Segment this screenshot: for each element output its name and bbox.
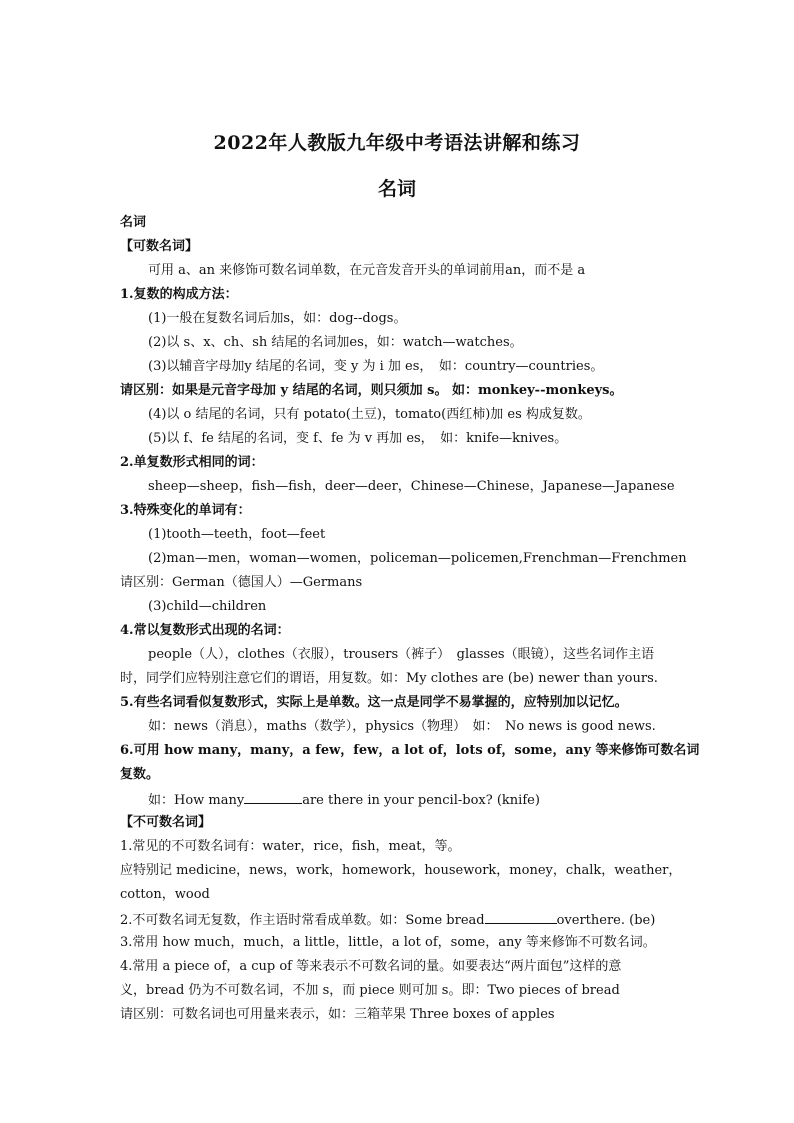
- document-subtitle: 名词: [377, 178, 416, 200]
- text-line: 可用 a、an 来修饰可数名词单数，在元音发音开头的单词前用an，而不是 a: [148, 263, 586, 278]
- subheading-look-plural: 5.有些名词看似复数形式，实际上是单数。这一点是同学不易掌握的，应特别加以记忆。: [120, 695, 628, 710]
- section-heading-noun: 名词: [120, 215, 147, 230]
- subheading-same-form: 2.单复数形式相同的词：: [120, 455, 264, 470]
- section-heading-uncountable: 【不可数名词】: [120, 815, 212, 830]
- text-line: (1)tooth—teeth，foot—feet: [148, 527, 326, 542]
- text-line: 如：news（消息），maths（数学），physics（物理） 如： No news is good news.: [148, 719, 656, 734]
- section-heading-countable: 【可数名词】: [120, 239, 199, 254]
- text-line: (5)以 f、fe 结尾的名词，变 f、fe 为 v 再加 es， 如：knife—knives。: [148, 431, 568, 446]
- text-line: (3)以辅音字母加y 结尾的名词，变 y 为 i 加 es， 如：country—countries。: [148, 359, 604, 374]
- text-line: 时，同学们应特别注意它们的谓语，用复数。如：My clothes are (be) newer than yours.: [120, 671, 658, 686]
- exercise-prefix: 2.不可数名词无复数，作主语时常看成单数。如：Some bread: [120, 913, 485, 928]
- text-line: 应特别记 medicine，news，work，homework，housework，money，chalk，weather，: [120, 863, 682, 878]
- exercise-line: [148, 791, 708, 809]
- answer-blank[interactable]: [244, 791, 302, 804]
- answer-blank[interactable]: [485, 911, 557, 924]
- text-line: (2)以 s、x、ch、sh 结尾的名词加es，如：watch—watches。: [148, 335, 523, 350]
- subheading-quantifiers: 6.可用 how many，many，a few，few，a lot of，lots of，some，any 等来修饰可数名词: [120, 743, 700, 758]
- note-line: 请区别：可数名词也可用量来表示，如：三箱苹果 Three boxes of apples: [120, 1007, 555, 1022]
- document-title: 2022年人教版九年级中考语法讲解和练习: [213, 132, 581, 154]
- text-line: (4)以 o 结尾的名词，只有 potato(土豆)，tomato(西红柿)加 es 构成复数。: [148, 407, 591, 422]
- text-line: cotton，wood: [120, 887, 210, 902]
- note-line: 请区别：German（德国人）—Germans: [120, 575, 363, 590]
- exercise-line: [120, 911, 680, 929]
- subheading-irregular: 3.特殊变化的单词有：: [120, 503, 251, 518]
- exercise-suffix: overthere. (be): [556, 913, 656, 928]
- subheading-plural-only: 4.常以复数形式出现的名词：: [120, 623, 290, 638]
- note-line: 请区别：如果是元音字母加 y 结尾的名词，则只须加 s。 如：monkey--monkeys。: [120, 383, 623, 398]
- text-line: 4.常用 a piece of，a cup of 等来表示不可数名词的量。如要表达“两片面包”这样的意: [120, 959, 622, 974]
- text-line: sheep—sheep，fish—fish，deer—deer，Chinese—Chinese，Japanese—Japanese: [148, 479, 675, 494]
- text-line: 复数。: [120, 767, 160, 782]
- exercise-suffix: are there in your pencil-box? (knife): [302, 793, 540, 808]
- text-line: (1)一般在复数名词后加s，如：dog--dogs。: [148, 311, 407, 326]
- text-line: 3.常用 how much，much，a little，little，a lot of，some，any 等来修饰不可数名词。: [120, 935, 656, 950]
- text-line: (2)man—men，woman—women，policeman—policemen,Frenchman—Frenchmen: [148, 551, 687, 566]
- text-line: people（人），clothes（衣服），trousers（裤子） glasses（眼镜），这些名词作主语: [148, 647, 655, 662]
- text-line: (3)child—children: [148, 599, 267, 614]
- text-line: 1.常见的不可数名词有：water，rice，fish，meat，等。: [120, 839, 461, 854]
- exercise-prefix: 如：How many: [148, 793, 245, 808]
- subheading-plural-rules: 1.复数的构成方法：: [120, 287, 238, 302]
- text-line: 义，bread 仍为不可数名词，不加 s，而 piece 则可加 s。即：Two pieces of bread: [120, 983, 620, 998]
